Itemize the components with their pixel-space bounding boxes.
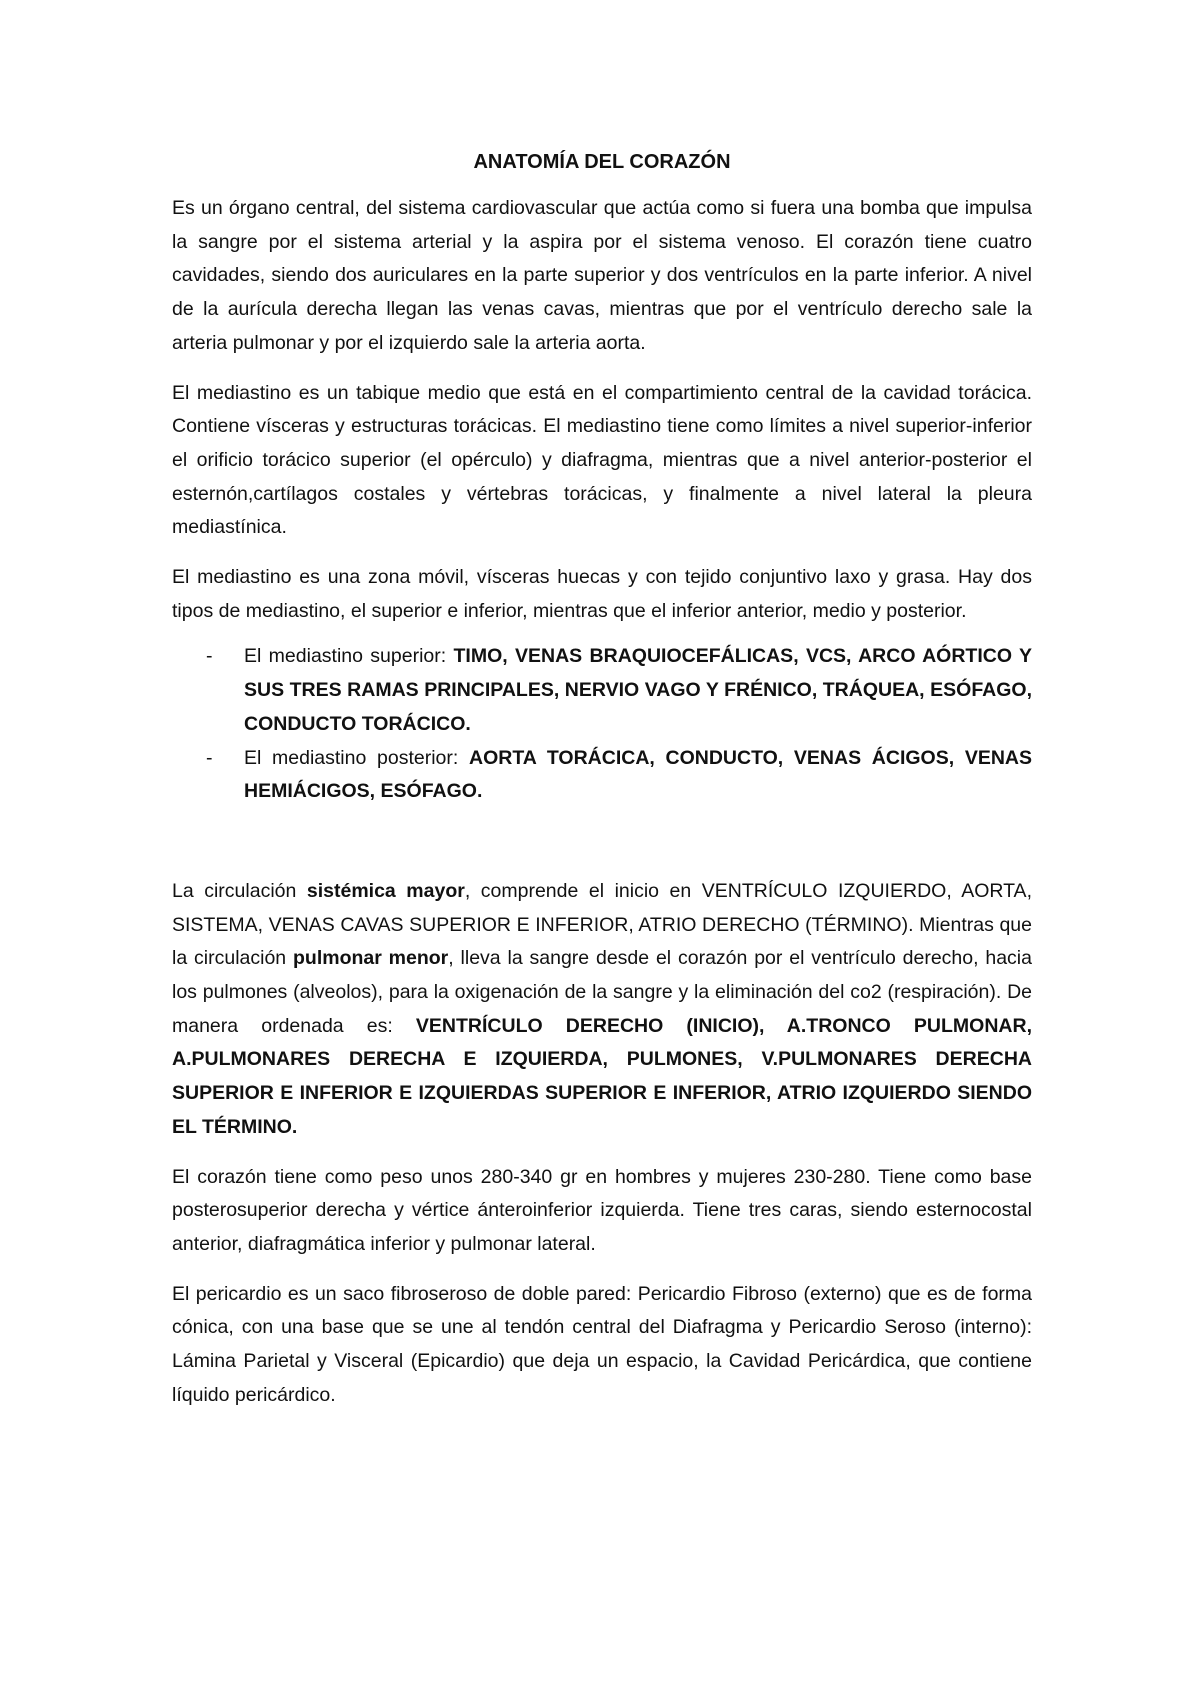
paragraph-mediastinum-limits: El mediastino es un tabique medio que está en el compartimiento central de la cavidad torácica. Contiene vísceras y estructuras torácicas. El mediastino tiene como límites a nivel superior-inferior el orificio torácico superior (el opérculo) y diafragma, mientras que a nivel anterior-posterior el esternón,cartílagos costales y vértebras torácicas, y finalmente a nivel lateral la pleura mediastínica. bbox=[172, 381, 1032, 539]
paragraph-mediastinum-types: El mediastino es una zona móvil, vísceras huecas y con tejido conjuntivo laxo y grasa. Hay dos tipos de mediastino, el superior e inferior, mientras que el inferior anterior, medio y posterior. bbox=[172, 566, 1032, 622]
list-item-label: El mediastino posterior: bbox=[244, 746, 469, 769]
bold-run: VENTRÍCULO DERECHO (INICIO), A.TRONCO PULMONAR, A.PULMONARES DERECHA E IZQUIERDA, PULMONES, V.PULMONARES DERECHA SUPERIOR E INFERIOR E IZQUIERDAS SUPERIOR E INFERIOR, ATRIO IZQUIERDO SIENDO EL TÉRMINO. bbox=[172, 1014, 1032, 1138]
text-run: , comprende el inicio en VENTRÍCULO IZQUIERDO, AORTA, SISTEMA, VENAS CAVAS SUPERIOR E INFERIOR, ATRIO DERECHO (TÉRMINO). Mientras que la circulación bbox=[172, 879, 1032, 970]
paragraph-circulation bbox=[172, 875, 1032, 1145]
list-item-posterior-mediastinum bbox=[172, 742, 1032, 809]
list-item-bold-content: AORTA TORÁCICA, CONDUCTO, VENAS ÁCIGOS, VENAS HEMIÁCIGOS, ESÓFAGO. bbox=[244, 746, 1032, 803]
text-run: La circulación bbox=[172, 879, 307, 902]
bullet-dash: - bbox=[206, 645, 213, 668]
blank-space bbox=[172, 809, 1032, 875]
bullet-dash: - bbox=[206, 746, 213, 769]
bold-run: sistémica mayor bbox=[306, 879, 465, 902]
paragraph-heart-overview: Es un órgano central, del sistema cardiovascular que actúa como si fuera una bomba que impulsa la sangre por el sistema arterial y la aspira por el sistema venoso. El corazón tiene cuatro cavidades, siendo dos auriculares en la parte superior y dos ventrículos en la parte inferior. A nivel de la aurícula derecha llegan las venas cavas, mientras que por el ventrículo derecho sale la arteria pulmonar y por el izquierdo sale la arteria aorta. bbox=[172, 197, 1032, 354]
text-run: , lleva la sangre desde el corazón por el ventrículo derecho, hacia los pulmones (alveolos), para la oxigenación de la sangre y la eliminación del co2 (respiración). De manera ordenada es: bbox=[172, 947, 1032, 1037]
list-item-label: El mediastino superior: bbox=[244, 645, 454, 668]
bold-run: pulmonar menor bbox=[293, 947, 449, 970]
list-item-superior-mediastinum bbox=[172, 640, 1032, 741]
mediastinum-list bbox=[172, 640, 1032, 809]
paragraph-heart-weight: El corazón tiene como peso unos 280-340 gr en hombres y mujeres 230-280. Tiene como base posterosuperior derecha y vértice ánteroinferior izquierda. Tiene tres caras, siendo esternocostal anterior, diafragmática inferior y pulmonar lateral. bbox=[172, 1165, 1032, 1255]
document-title: ANATOMÍA DEL CORAZÓN bbox=[473, 151, 731, 173]
paragraph-pericardium: El pericardio es un saco fibroseroso de doble pared: Pericardio Fibroso (externo) que es de forma cónica, con una base que se une al tendón central del Diafragma y Pericardio Seroso (interno): Lámina Parietal y Visceral (Epicardio) que deja un espacio, la Cavidad Pericárdica, que contiene líquido pericárdico. bbox=[172, 1282, 1032, 1406]
list-item-bold-content: TIMO, VENAS BRAQUIOCEFÁLICAS, VCS, ARCO AÓRTICO Y SUS TRES RAMAS PRINCIPALES, NERVIO VAGO Y FRÉNICO, TRÁQUEA, ESÓFAGO, CONDUCTO TORÁCICO. bbox=[244, 645, 1032, 735]
document-page bbox=[172, 146, 1032, 1429]
